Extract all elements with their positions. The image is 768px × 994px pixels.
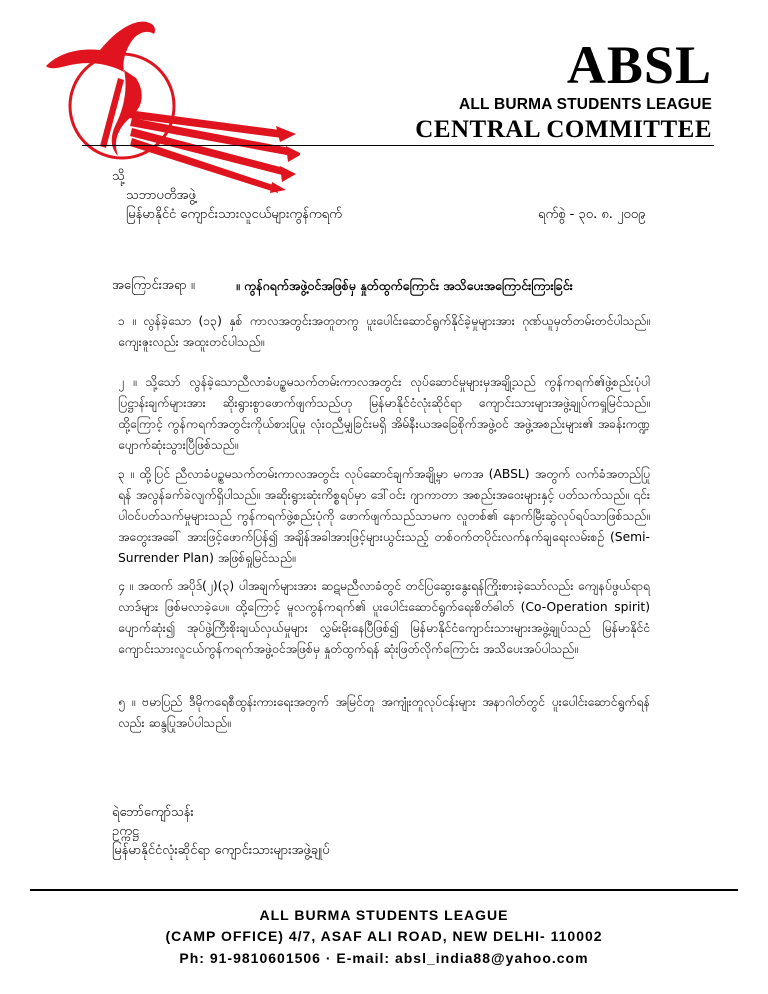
org-full-name: ALL BURMA STUDENTS LEAGUE: [459, 96, 712, 113]
paragraph-3: ၃ ။ ထို့ပြင် ညီလာခံပဥ္စမသက်တမ်းကာလအတွင်း လုပ်ဆောင်ချက်အချို့မှာ မကအ (ABSL) အတွက် လက်ခံအတည်ပြုရန် အလွန်ခက်ခဲလျက်ရှိပါသည်။ အဆိုးရွားဆုံးကိစ္စရပ်မှာ ဒေါ်ဝင်း ဂျာကာတာ အစည်းအဝေးများနှင့် ပတ်သက်သည်။ ၎င်း ပါဝင်ပတ်သက်မှုများသည် ကွန်ကရက်ဖွဲ့စည်းပုံကို ဖောက်ဖျက်သည်သာမက လူတစ်၏ နောက်မြီးဆွဲလုပ်ရပ်သာဖြစ်သည်။ အတွေးအခေါ် အားဖြင့်ဖောက်ပြန်၍ အချိန်အခါအားဖြင့်များယွင်းသည့် တစ်ဝက်တပိုင်းလက်နက်ချရေးလမ်းစဉ် (Semi-Surrender Plan) အဖြစ်ရှုမြင်သည်။: [118, 467, 650, 565]
paragraph-5: ၅ ။ ဗမာပြည် ဒီမိုကရေစီထွန်းကားရေးအတွက် အမြင်တူ အကျုံးတူလုပ်ငန်းများ အနာဂါတ်တွင် ပူးပေါင်းဆောင်ရွက်ရန်လည်း ဆန္ဒပြုအပ်ပါသည်။: [118, 695, 650, 730]
address-to: သို့: [112, 169, 125, 184]
paragraph-1: ၁ ။ လွန်ခဲ့သော (၁၃) နှစ် ကာလအတွင်းအတူတကွ ပူးပေါင်းဆောင်ရွက်နိုင်ခဲ့မှုများအား ဂုဏ်ယူမှတ်တမ်းတင်ပါသည်။ ကျေးဇူးလည်း အထူးတင်ပါသည်။: [118, 314, 650, 349]
logo-feather-tip-1: [276, 126, 296, 142]
paragraph-2: ၂ ။ သို့သော် လွန်ခဲ့သောညီလာခံပဥ္စမသက်တမ်းကာလအတွင်း လုပ်ဆောင်မှုများမှအချို့သည် ကွန်ကရက်၏ဖွဲ့စည်းပုံပါ ပြဋ္ဌာန်းချက်များအား ဆိုးရွားစွာဖောက်ဖျက်သည်ဟု မြန်မာနိုင်ငံလုံးဆိုင်ရာ ကျောင်းသားများအဖွဲ့ချုပ်ကရှုမြင်သည်။ ထို့ကြောင့် ကွန်ကရက်အတွင်းကိုယ်စားပြုမှု လုံးဝညီမျှခြင်းမရှိ အိမ်နီးယအခြေစိုက်အဖွဲ့ဝင် အဖွဲ့အစည်းများ၏ အခန်းကဏ္ဍပျောက်ဆုံးသွားပြီဖြစ်သည်။: [118, 375, 650, 452]
logo-feather-tip-2: [286, 146, 300, 162]
footer-address: (CAMP OFFICE) 4/7, ASAF ALI ROAD, NEW DELHI- 110002: [165, 928, 603, 944]
signature-title: ဥက္ကဋ္ဌ: [112, 824, 139, 839]
address-line-1: သဘာပတိအဖွဲ့: [126, 188, 196, 203]
logo-feather-tip-4: [270, 182, 286, 193]
peacock-logo: [40, 8, 300, 193]
org-short-title: ABSL: [566, 35, 712, 95]
footer-org: ALL BURMA STUDENTS LEAGUE: [259, 907, 509, 923]
footer-contact: Ph: 91-9810601506 · E-mail: absl_india88@yahoo.com: [179, 950, 589, 966]
address-line-2: မြန်မာနိုင်ငံ ကျောင်းသားလူငယ်များကွန်ကရက်: [126, 207, 342, 222]
logo-bird-head: [46, 22, 155, 72]
logo-feather-tip-3: [280, 166, 296, 182]
committee-title: CENTRAL COMMITTEE: [415, 116, 712, 143]
subject-label: အကြောင်းအရာ ။: [112, 278, 195, 293]
footer-rule: [30, 889, 738, 891]
header-rule: [82, 145, 714, 146]
letter-date: ရက်စွဲ - ၃၀. ၈. ၂၀၀၉: [538, 207, 646, 222]
subject-title: ။ ကွန်ဂရက်အဖွဲ့ဝင်အဖြစ်မှ နှုတ်ထွက်ကြောင်း အသိပေးအကြောင်းကြားခြင်း: [236, 278, 573, 293]
signature-org: မြန်မာနိုင်ငံလုံးဆိုင်ရာ ကျောင်းသားများအဖွဲ့ချုပ်: [112, 843, 330, 858]
signature-name: ရဲဘော်ကျော်သန်း: [112, 805, 194, 820]
paragraph-4: ၄ ။ အထက် အပိုဒ်(၂)(၃) ပါအချက်များအား ဆဋမညီလာခံတွင် တင်ပြဆွေးနွေးရန်ကြိုးစားခဲ့သော်လည်း ကျေနပ်ဖွယ်ရာရလာဒ်များ ဖြစ်မလာခဲ့ပေ။ ထို့ကြောင့် မူလကွန်ကရက်၏ ပူးပေါင်းဆောင်ရွက်ရေးစိတ်ဓါတ် (Co-Operation spirit) ပျောက်ဆုံး၍ အုပ်ဖွဲ့ကြီးစိုးချယ်လှယ်မှုများ လွှမ်းမိုးနေပြီဖြစ်၍ မြန်မာနိုင်ငံကျောင်းသားများအဖွဲ့ချုပ်သည် မြန်မာနိုင်ငံကျောင်းသားလူငယ်ကွန်ကရက်အဖွဲ့ဝင်အဖြစ်မှ နှုတ်ထွက်ရန် ဆုံးဖြတ်လိုက်ကြောင်း အသိပေးအပ်ပါသည်။: [118, 579, 650, 656]
